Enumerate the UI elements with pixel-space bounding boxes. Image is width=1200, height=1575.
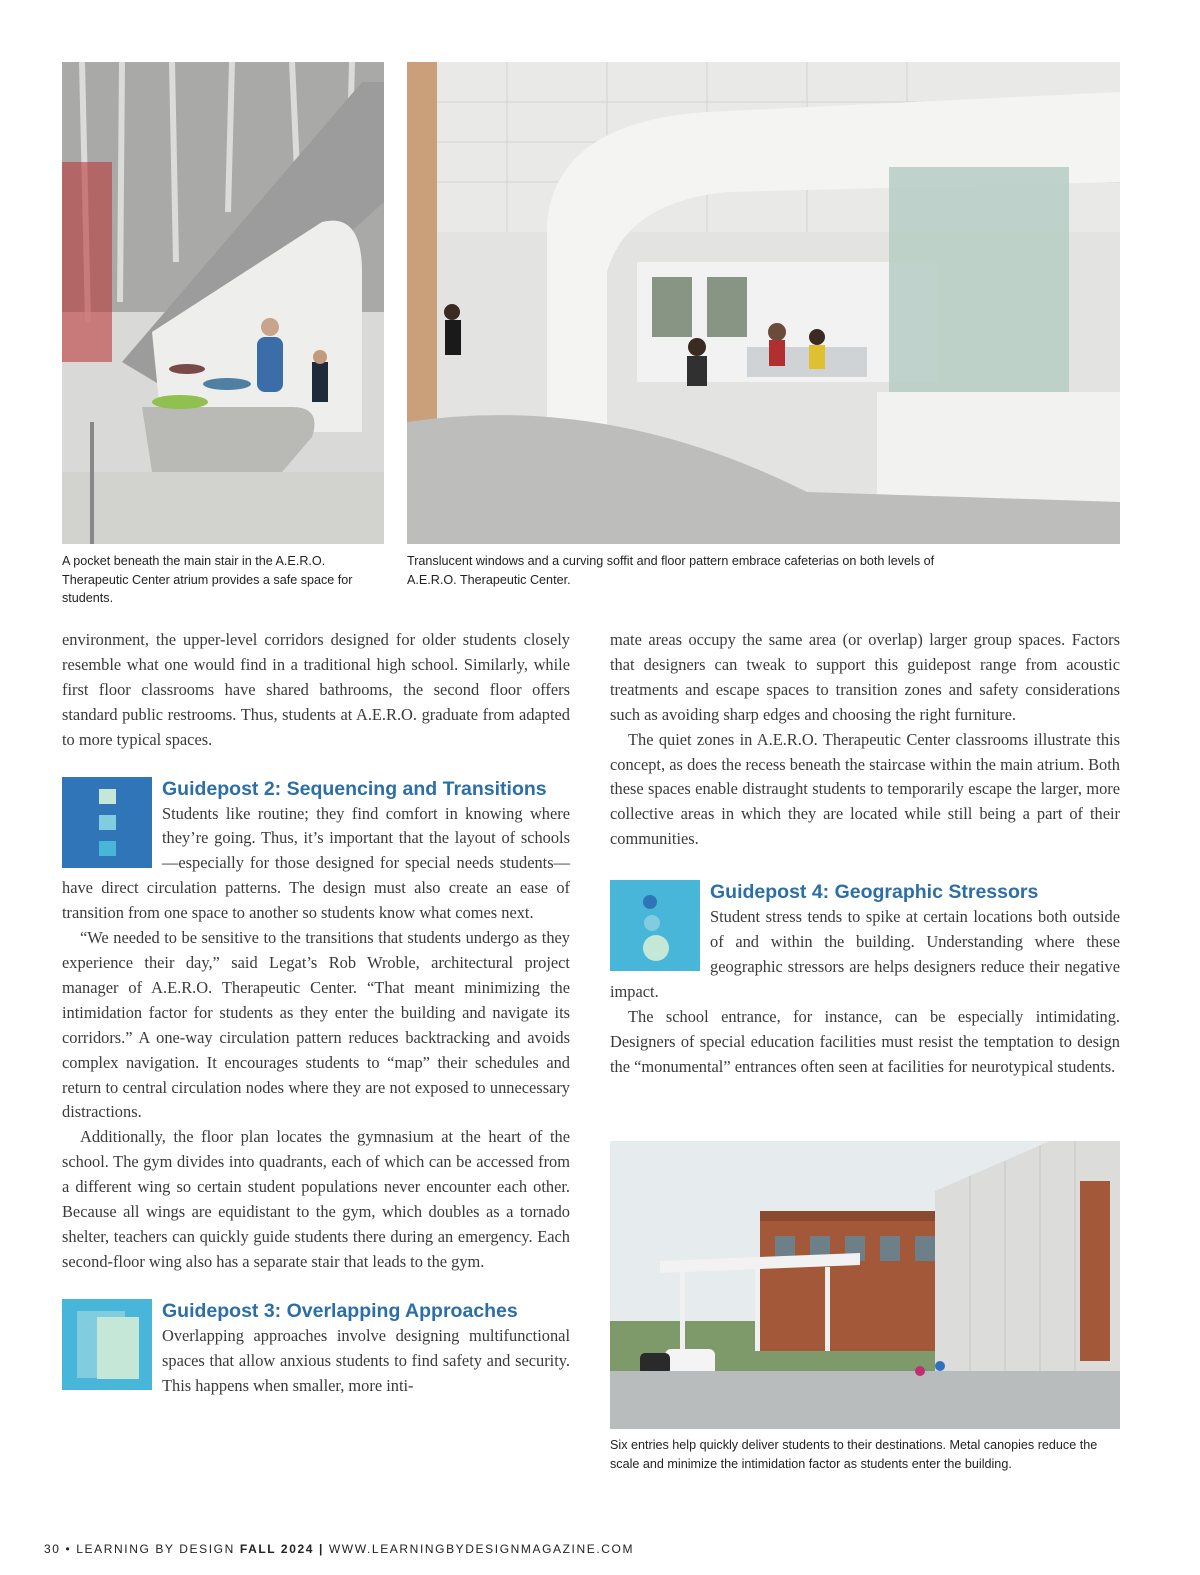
right-p1: mate areas occupy the same area (or overlap) larger group spaces. Factors that designers can tweak to support this guidepost range from acoustic treatments and escape spaces to transition zones and safety considerations such as avoiding sharp edges and choosing the right furniture. xyxy=(610,630,1120,724)
right-column xyxy=(610,628,1120,1080)
guidepost-3-p1: Overlapping approaches involve designing multifunctional spaces that allow anxious students to find safety and security. This happens when smaller, more inti- xyxy=(162,1325,570,1395)
stair-pocket-photo xyxy=(62,62,384,544)
guidepost-2-p2: “We needed to be sensitive to the transitions that students undergo as they experience their day,” said Legat’s Rob Wroble, architectural project manager of A.E.R.O. Therapeutic Center. “That meant minimizing the intimidation factor for students as they enter the building and navigate its corridors.” A one-way circulation pattern reduces backtracking and avoids complex navigation. It encourages students to “map” their schedules and return to central circulation nodes where they are not exposed to unnecessary distractions. xyxy=(62,928,570,1122)
guidepost-3-title: Guidepost 3: Overlapping Approaches xyxy=(162,1299,518,1322)
guidepost-2-p3: Additionally, the floor plan locates the gymnasium at the heart of the school. The gym divides into quadrants, each of which can be accessed from a different wing so certain student populations never encounter each other. Because all wings are equidistant to the gym, which doubles as a tornado shelter, teachers can quickly guide students there during an emergency. Each second-floor wing also has a separate stair that leads to the gym. xyxy=(62,1127,570,1271)
magazine-name: LEARNING BY DESIGN xyxy=(76,1542,235,1556)
sequencing-icon xyxy=(62,777,152,868)
magazine-url[interactable]: WWW.LEARNINGBYDESIGNMAGAZINE.COM xyxy=(328,1542,635,1556)
entrance-photo xyxy=(610,1141,1120,1429)
intro-paragraph: environment, the upper-level corridors designed for older students closely resemble what one would find in a traditional high school. Similarly, while first floor classrooms have shared bathrooms, the second floor offers standard public restrooms. Thus, students at A.E.R.O. graduate from adapted to more typical spaces. xyxy=(62,630,570,749)
stair-photo-caption: A pocket beneath the main stair in the A.E.R.O. Therapeutic Center atrium provides a safe space for students. xyxy=(62,554,353,605)
guidepost-4-p1: Student stress tends to spike at certain locations both outside of and within the building. Understanding where these geographic stressors are helps designers reduce their negative impact. xyxy=(610,907,1120,1001)
left-column xyxy=(62,628,570,1398)
guidepost-2-p1: Students like routine; they find comfort in knowing where they’re going. Thus, it’s important that the layout of schools—especially for those designed for special needs students—have direct circulation patterns. The design must also create an ease of transition from one space to another so students know what comes next. xyxy=(62,803,570,923)
footer-separator: | xyxy=(318,1542,324,1556)
guidepost-4-section xyxy=(610,880,1120,1005)
right-p2: The quiet zones in A.E.R.O. Therapeutic Center classrooms illustrate this concept, as does the recess beneath the staircase within the main atrium. Both these spaces enable distraught students to temporarily escape the larger, more collective areas in which they are located while still being a part of their communities. xyxy=(610,729,1120,849)
guidepost-2-section xyxy=(62,777,570,927)
cafeteria-photo xyxy=(407,62,1120,544)
guidepost-4-title: Guidepost 4: Geographic Stressors xyxy=(710,881,1039,904)
footer-bullet: • xyxy=(65,1542,72,1556)
entrance-photo-caption: Six entries help quickly deliver students to their destinations. Metal canopies reduce the scale and minimize the intimidation factor as students enter the building. xyxy=(610,1438,1098,1471)
geographic-icon xyxy=(610,880,700,971)
cafeteria-photo-caption: Translucent windows and a curving soffit and floor pattern embrace cafeterias on both levels of A.E.R.O. Therapeutic Center. xyxy=(407,554,935,587)
guidepost-3-section xyxy=(62,1299,570,1399)
guidepost-4-p2: The school entrance, for instance, can be especially intimidating. Designers of special education facilities must resist the temptation to design the “monumental” entrances often seen at facilities for neurotypical students. xyxy=(610,1006,1120,1076)
overlapping-icon xyxy=(62,1299,152,1390)
issue-label: FALL 2024 xyxy=(239,1542,315,1556)
page-number: 30 xyxy=(44,1542,61,1556)
guidepost-2-title: Guidepost 2: Sequencing and Transitions xyxy=(162,777,547,800)
page-footer xyxy=(44,1542,634,1556)
